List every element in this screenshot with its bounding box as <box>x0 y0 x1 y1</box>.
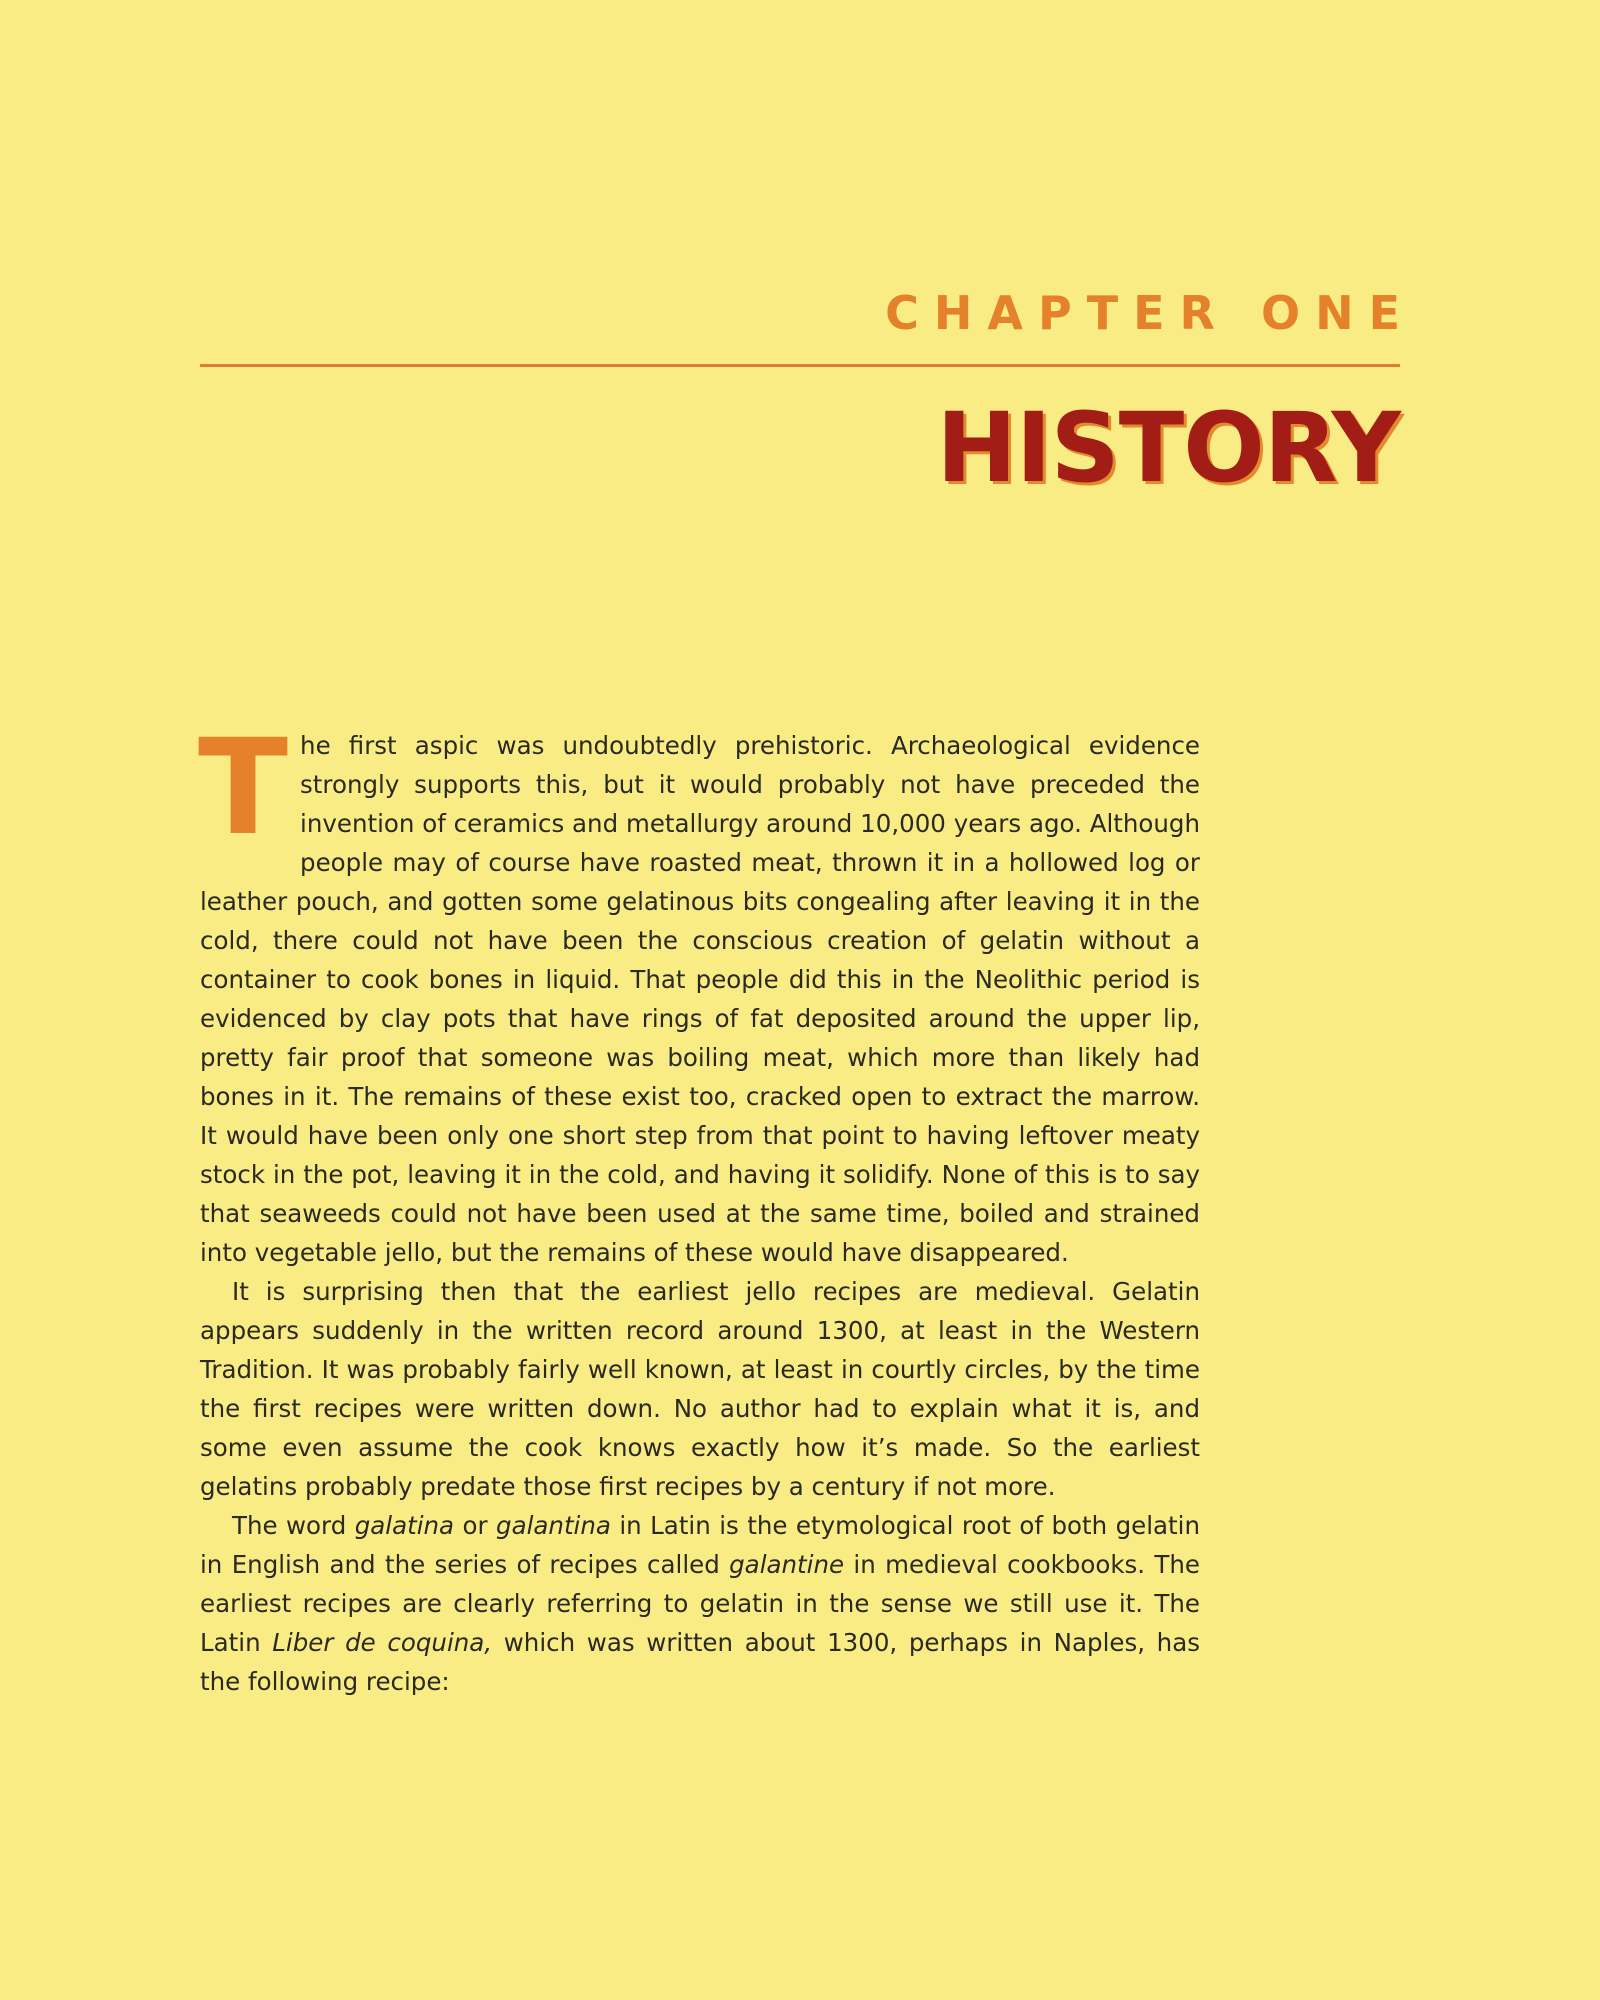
paragraph-2: It is surprising then that the earliest jello recipes are medieval. Gelatin appears suddenly in the written record around 1300, at least in the Western Tradition. It was probably fairly well known, at least in courtly circles, by the time the first recipes were written down. No author had to explain what it is, and some even assume the cook knows exactly how it’s made. So the earliest gelatins probably predate those first recipes by a century if not more. <box>200 1277 1200 1501</box>
term-galatina: galatina <box>354 1511 455 1540</box>
paragraph-3-text: in Latin is the etymological root of both gelatin in English and the series of recipes called <box>200 1511 1200 1579</box>
term-galantine: galantine <box>729 1550 845 1579</box>
drop-cap: T <box>198 711 289 865</box>
paragraph-3 <box>200 1506 1200 1701</box>
chapter-title: HISTORY <box>936 392 1400 504</box>
term-galantina: galantina <box>496 1511 611 1540</box>
chapter-label: CHAPTER ONE <box>885 286 1415 340</box>
paragraph-3-text: The word <box>232 1511 355 1540</box>
chapter-divider <box>200 364 1400 367</box>
paragraph-1 <box>198 711 1200 1272</box>
paragraph-3-text: in medieval cookbooks. The earliest recipes are clearly referring to gelatin in the sense we still use it. The Latin <box>200 1550 1200 1657</box>
book-title-liber-de-coquina: Liber de coquina, <box>272 1628 493 1657</box>
paragraph-3-text: or <box>454 1511 497 1540</box>
body-text <box>198 711 1200 1701</box>
paragraph-3-text: which was written about 1300, perhaps in Naples, has the following recipe: <box>200 1628 1200 1696</box>
paragraph-1-text: he first aspic was undoubtedly prehistoric. Archaeological evidence strongly supports this, but it would probably not have preceded the invention of ceramics and metallurgy around 10,000 years ago. Although people may of course have roasted meat, thrown it in a hollowed log or leather pouch, and gotten some gelatinous bits congealing after leaving it in the cold, there could not have been the conscious creation of gelatin without a container to cook bones in liquid. That people did this in the Neolithic period is evidenced by clay pots that have rings of fat deposited around the upper lip, pretty fair proof that someone was boiling meat, which more than likely had bones in it. The remains of these exist too, cracked open to extract the marrow. It would have been only one short step from that point to having leftover meaty stock in the pot, leaving it in the cold, and having it solidify. None of this is to say that seaweeds could not have been used at the same time, boiled and strained into vegetable jello, but the remains of these would have disappeared. <box>200 731 1200 1267</box>
